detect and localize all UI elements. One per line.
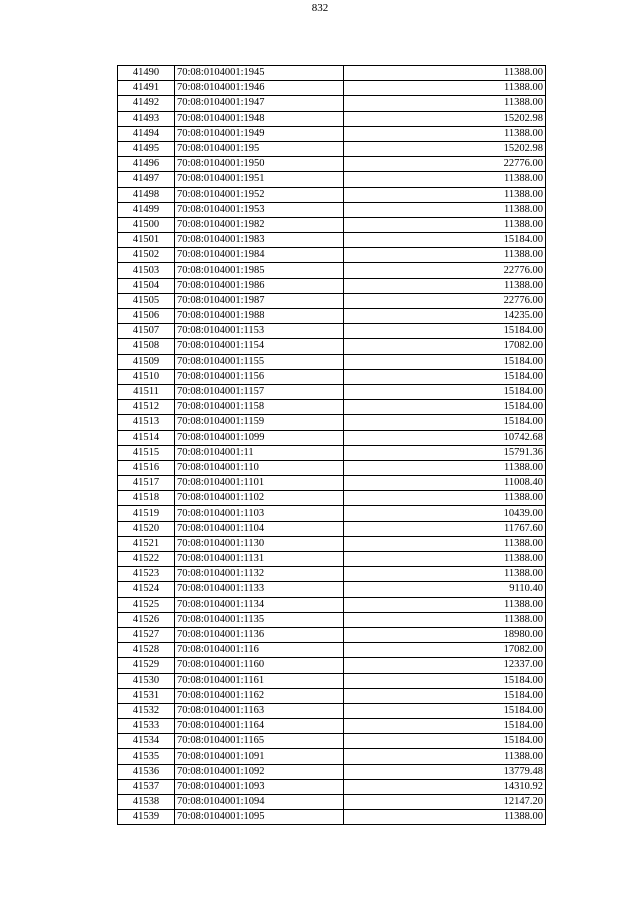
row-number-cell: 41519: [118, 506, 175, 521]
table-row: [118, 643, 546, 658]
value-cell: 15184.00: [344, 734, 546, 749]
value-cell: 15184.00: [344, 673, 546, 688]
row-number-cell: 41517: [118, 476, 175, 491]
table-row: [118, 369, 546, 384]
value-cell: 10439.00: [344, 506, 546, 521]
cadastral-number-cell: 70:08:0104001:1951: [175, 172, 344, 187]
row-number-cell: 41516: [118, 460, 175, 475]
value-cell: 11388.00: [344, 810, 546, 825]
table-row: [118, 749, 546, 764]
value-cell: 11008.40: [344, 476, 546, 491]
cadastral-number-cell: 70:08:0104001:1154: [175, 339, 344, 354]
cadastral-number-cell: 70:08:0104001:1984: [175, 248, 344, 263]
table-row: [118, 233, 546, 248]
row-number-cell: 41502: [118, 248, 175, 263]
row-number-cell: 41490: [118, 66, 175, 81]
table-row: [118, 81, 546, 96]
row-number-cell: 41520: [118, 521, 175, 536]
value-cell: 11388.00: [344, 749, 546, 764]
row-number-cell: 41525: [118, 597, 175, 612]
row-number-cell: 41498: [118, 187, 175, 202]
table-row: [118, 658, 546, 673]
row-number-cell: 41491: [118, 81, 175, 96]
row-number-cell: 41508: [118, 339, 175, 354]
value-cell: 11388.00: [344, 217, 546, 232]
row-number-cell: 41524: [118, 582, 175, 597]
value-cell: 9110.40: [344, 582, 546, 597]
table-body: [118, 66, 546, 825]
table-row: [118, 354, 546, 369]
table-row: [118, 476, 546, 491]
row-number-cell: 41536: [118, 764, 175, 779]
value-cell: 15202.98: [344, 111, 546, 126]
row-number-cell: 41530: [118, 673, 175, 688]
table-row: [118, 460, 546, 475]
cadastral-number-cell: 70:08:0104001:1134: [175, 597, 344, 612]
value-cell: 12337.00: [344, 658, 546, 673]
row-number-cell: 41511: [118, 384, 175, 399]
cadastral-number-cell: 70:08:0104001:1986: [175, 278, 344, 293]
cadastral-number-cell: 70:08:0104001:1165: [175, 734, 344, 749]
table-row: [118, 567, 546, 582]
table-row: [118, 293, 546, 308]
cadastral-number-cell: 70:08:0104001:1983: [175, 233, 344, 248]
row-number-cell: 41506: [118, 309, 175, 324]
cadastral-number-cell: 70:08:0104001:116: [175, 643, 344, 658]
value-cell: 11388.00: [344, 278, 546, 293]
value-cell: 15184.00: [344, 384, 546, 399]
table-row: [118, 248, 546, 263]
row-number-cell: 41497: [118, 172, 175, 187]
row-number-cell: 41512: [118, 400, 175, 415]
value-cell: 15184.00: [344, 703, 546, 718]
row-number-cell: 41534: [118, 734, 175, 749]
cadastral-number-cell: 70:08:0104001:1987: [175, 293, 344, 308]
value-cell: 15184.00: [344, 369, 546, 384]
value-cell: 11388.00: [344, 66, 546, 81]
value-cell: 22776.00: [344, 157, 546, 172]
row-number-cell: 41494: [118, 126, 175, 141]
table-row: [118, 309, 546, 324]
table-row: [118, 217, 546, 232]
table-row: [118, 66, 546, 81]
row-number-cell: 41514: [118, 430, 175, 445]
value-cell: 12147.20: [344, 795, 546, 810]
row-number-cell: 41523: [118, 567, 175, 582]
table-row: [118, 795, 546, 810]
table-row: [118, 157, 546, 172]
value-cell: 11388.00: [344, 248, 546, 263]
cadastral-number-cell: 70:08:0104001:1161: [175, 673, 344, 688]
value-cell: 15184.00: [344, 324, 546, 339]
row-number-cell: 41539: [118, 810, 175, 825]
value-cell: 11767.60: [344, 521, 546, 536]
value-cell: 11388.00: [344, 96, 546, 111]
cadastral-number-cell: 70:08:0104001:1982: [175, 217, 344, 232]
value-cell: 17082.00: [344, 643, 546, 658]
row-number-cell: 41501: [118, 233, 175, 248]
value-cell: 11388.00: [344, 81, 546, 96]
row-number-cell: 41510: [118, 369, 175, 384]
value-cell: 18980.00: [344, 627, 546, 642]
table-row: [118, 430, 546, 445]
row-number-cell: 41504: [118, 278, 175, 293]
row-number-cell: 41509: [118, 354, 175, 369]
row-number-cell: 41515: [118, 445, 175, 460]
table-row: [118, 263, 546, 278]
cadastral-number-cell: 70:08:0104001:1985: [175, 263, 344, 278]
value-cell: 11388.00: [344, 567, 546, 582]
row-number-cell: 41500: [118, 217, 175, 232]
table-row: [118, 324, 546, 339]
cadastral-number-cell: 70:08:0104001:1094: [175, 795, 344, 810]
table-row: [118, 415, 546, 430]
value-cell: 11388.00: [344, 187, 546, 202]
row-number-cell: 41496: [118, 157, 175, 172]
table-row: [118, 126, 546, 141]
cadastral-number-cell: 70:08:0104001:1136: [175, 627, 344, 642]
table-row: [118, 688, 546, 703]
table-row: [118, 172, 546, 187]
table-row: [118, 734, 546, 749]
row-number-cell: 41528: [118, 643, 175, 658]
table-row: [118, 187, 546, 202]
value-cell: 17082.00: [344, 339, 546, 354]
table-row: [118, 384, 546, 399]
table-row: [118, 506, 546, 521]
table-row: [118, 582, 546, 597]
value-cell: 11388.00: [344, 491, 546, 506]
cadastral-number-cell: 70:08:0104001:1946: [175, 81, 344, 96]
cadastral-number-cell: 70:08:0104001:1948: [175, 111, 344, 126]
row-number-cell: 41518: [118, 491, 175, 506]
table-row: [118, 612, 546, 627]
cadastral-number-cell: 70:08:0104001:1160: [175, 658, 344, 673]
value-cell: 13779.48: [344, 764, 546, 779]
table-row: [118, 779, 546, 794]
cadastral-number-cell: 70:08:0104001:1163: [175, 703, 344, 718]
cadastral-number-cell: 70:08:0104001:1162: [175, 688, 344, 703]
value-cell: 11388.00: [344, 172, 546, 187]
table-row: [118, 400, 546, 415]
row-number-cell: 41529: [118, 658, 175, 673]
cadastral-number-cell: 70:08:0104001:1104: [175, 521, 344, 536]
cadastral-number-cell: 70:08:0104001:1945: [175, 66, 344, 81]
row-number-cell: 41537: [118, 779, 175, 794]
row-number-cell: 41493: [118, 111, 175, 126]
page-number: 832: [311, 2, 329, 14]
table-row: [118, 536, 546, 551]
table-row: [118, 445, 546, 460]
row-number-cell: 41507: [118, 324, 175, 339]
value-cell: 11388.00: [344, 126, 546, 141]
value-cell: 11388.00: [344, 202, 546, 217]
value-cell: 10742.68: [344, 430, 546, 445]
table-row: [118, 278, 546, 293]
table-row: [118, 111, 546, 126]
cadastral-number-cell: 70:08:0104001:1155: [175, 354, 344, 369]
row-number-cell: 41505: [118, 293, 175, 308]
cadastral-value-table: [117, 65, 546, 825]
row-number-cell: 41522: [118, 552, 175, 567]
value-cell: 15184.00: [344, 688, 546, 703]
cadastral-number-cell: 70:08:0104001:1164: [175, 719, 344, 734]
row-number-cell: 41533: [118, 719, 175, 734]
row-number-cell: 41532: [118, 703, 175, 718]
cadastral-number-cell: 70:08:0104001:1153: [175, 324, 344, 339]
table-row: [118, 764, 546, 779]
value-cell: 15184.00: [344, 400, 546, 415]
table-row: [118, 521, 546, 536]
row-number-cell: 41495: [118, 141, 175, 156]
cadastral-number-cell: 70:08:0104001:195: [175, 141, 344, 156]
cadastral-number-cell: 70:08:0104001:1102: [175, 491, 344, 506]
cadastral-number-cell: 70:08:0104001:1947: [175, 96, 344, 111]
row-number-cell: 41503: [118, 263, 175, 278]
value-cell: 15184.00: [344, 719, 546, 734]
table-row: [118, 339, 546, 354]
value-cell: 15184.00: [344, 415, 546, 430]
cadastral-number-cell: 70:08:0104001:1953: [175, 202, 344, 217]
table-row: [118, 703, 546, 718]
cadastral-number-cell: 70:08:0104001:11: [175, 445, 344, 460]
row-number-cell: 41526: [118, 612, 175, 627]
table-row: [118, 141, 546, 156]
row-number-cell: 41527: [118, 627, 175, 642]
cadastral-number-cell: 70:08:0104001:1130: [175, 536, 344, 551]
table-row: [118, 491, 546, 506]
row-number-cell: 41538: [118, 795, 175, 810]
cadastral-number-cell: 70:08:0104001:1159: [175, 415, 344, 430]
value-cell: 11388.00: [344, 536, 546, 551]
cadastral-number-cell: 70:08:0104001:1095: [175, 810, 344, 825]
cadastral-number-cell: 70:08:0104001:1156: [175, 369, 344, 384]
value-cell: 11388.00: [344, 460, 546, 475]
table-row: [118, 673, 546, 688]
cadastral-number-cell: 70:08:0104001:1952: [175, 187, 344, 202]
cadastral-number-cell: 70:08:0104001:1091: [175, 749, 344, 764]
row-number-cell: 41492: [118, 96, 175, 111]
cadastral-number-cell: 70:08:0104001:1092: [175, 764, 344, 779]
cadastral-number-cell: 70:08:0104001:1131: [175, 552, 344, 567]
cadastral-number-cell: 70:08:0104001:1133: [175, 582, 344, 597]
cadastral-number-cell: 70:08:0104001:1103: [175, 506, 344, 521]
cadastral-number-cell: 70:08:0104001:1950: [175, 157, 344, 172]
table-row: [118, 202, 546, 217]
cadastral-number-cell: 70:08:0104001:110: [175, 460, 344, 475]
cadastral-number-cell: 70:08:0104001:1093: [175, 779, 344, 794]
table-row: [118, 552, 546, 567]
cadastral-number-cell: 70:08:0104001:1099: [175, 430, 344, 445]
table-row: [118, 597, 546, 612]
row-number-cell: 41513: [118, 415, 175, 430]
value-cell: 11388.00: [344, 597, 546, 612]
cadastral-number-cell: 70:08:0104001:1157: [175, 384, 344, 399]
cadastral-number-cell: 70:08:0104001:1132: [175, 567, 344, 582]
cadastral-number-cell: 70:08:0104001:1135: [175, 612, 344, 627]
value-cell: 11388.00: [344, 552, 546, 567]
value-cell: 15791.36: [344, 445, 546, 460]
cadastral-number-cell: 70:08:0104001:1988: [175, 309, 344, 324]
value-cell: 15184.00: [344, 233, 546, 248]
value-cell: 14235.00: [344, 309, 546, 324]
value-cell: 11388.00: [344, 612, 546, 627]
value-cell: 22776.00: [344, 263, 546, 278]
table-row: [118, 810, 546, 825]
table-row: [118, 627, 546, 642]
table-row: [118, 96, 546, 111]
row-number-cell: 41531: [118, 688, 175, 703]
row-number-cell: 41499: [118, 202, 175, 217]
row-number-cell: 41535: [118, 749, 175, 764]
cadastral-number-cell: 70:08:0104001:1158: [175, 400, 344, 415]
cadastral-number-cell: 70:08:0104001:1101: [175, 476, 344, 491]
value-cell: 15202.98: [344, 141, 546, 156]
cadastral-number-cell: 70:08:0104001:1949: [175, 126, 344, 141]
value-cell: 14310.92: [344, 779, 546, 794]
value-cell: 22776.00: [344, 293, 546, 308]
row-number-cell: 41521: [118, 536, 175, 551]
table-row: [118, 719, 546, 734]
value-cell: 15184.00: [344, 354, 546, 369]
